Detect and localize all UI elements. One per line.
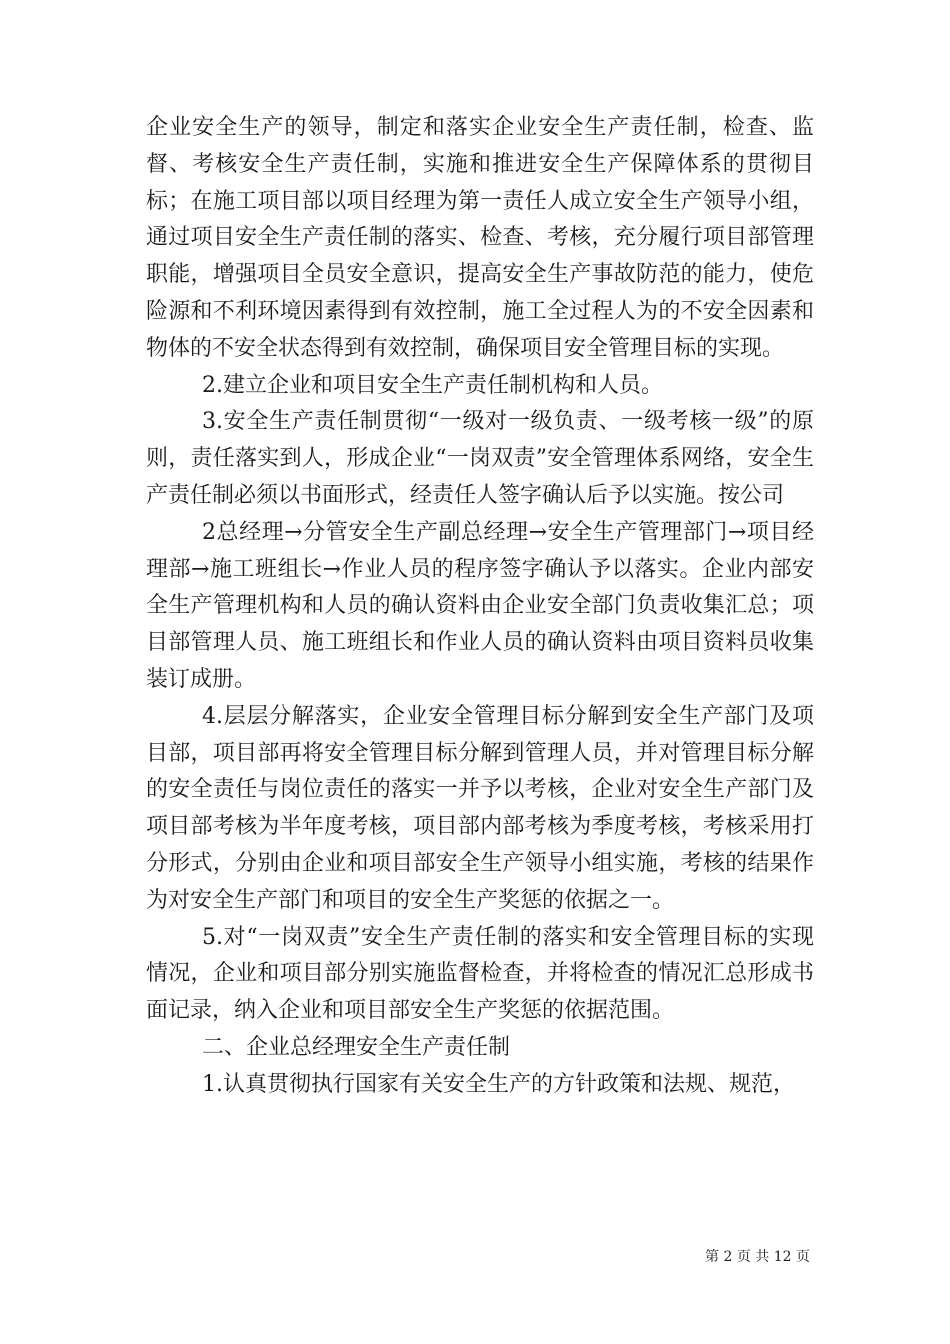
paragraph-responsibility-intro: 企业安全生产的领导，制定和落实企业安全生产责任制，检查、监督、考核安全生产责任制，实施和推进安全生产保障体系的贯彻目标；在施工项目部以项目经理为第一责任人成立安全生产领导小组，通过项目安全生产责任制的落实、检查、考核，充分履行项目部管理职能，增强项目全员安全意识，提高安全生产事故防范的能力，使危险源和不利环境因素得到有效控制，施工全过程人为的不安全因素和物体的不安全状态得到有效控制，确保项目安全管理目标的实现。 [146,115,814,361]
page-number-footer: 第 2 页 共 12 页 [705,1249,810,1265]
paragraph-item-2: 2.建立企业和项目安全生产责任制机构和人员。 [202,372,663,398]
paragraph-gm-item-1: 1.认真贯彻执行国家有关安全生产的方针政策和法规、规范， [202,1071,795,1097]
document-body [146,110,814,1104]
paragraph-item-5: 5.对“一岗双责”安全生产责任制的落实和安全管理目标的实现情况，企业和项目部分别实施监督检查，并将检查的情况汇总形成书面记录，纳入企业和项目部安全生产奖惩的依据范围。 [146,924,814,1024]
paragraph-item-3: 3.安全生产责任制贯彻“一级对一级负责、一级考核一级”的原则，责任落实到人，形成企业“一岗双责”安全管理体系网络，安全生产责任制必须以书面形式，经责任人签字确认后予以实施。按公司 [146,409,814,508]
paragraph-signing-procedure: 2总经理→分管安全生产副总经理→安全生产管理部门→项目经理部→施工班组长→作业人员的程序签字确认予以落实。企业内部安全生产管理机构和人员的确认资料由企业安全部门负责收集汇总；项目部管理人员、施工班组长和作业人员的确认资料由项目资料员收集装订成册。 [146,519,814,692]
section-heading-general-manager: 二、企业总经理安全生产责任制 [202,1034,511,1060]
paragraph-item-4: 4.层层分解落实，企业安全管理目标分解到安全生产部门及项目部，项目部再将安全管理目标分解到管理人员，并对管理目标分解的安全责任与岗位责任的落实一并予以考核，企业对安全生产部门及项目部考核为半年度考核，项目部内部考核为季度考核，考核采用打分形式，分别由企业和项目部安全生产领导小组实施，考核的结果作为对安全生产部门和项目的安全生产奖惩的依据之一。 [146,703,814,913]
